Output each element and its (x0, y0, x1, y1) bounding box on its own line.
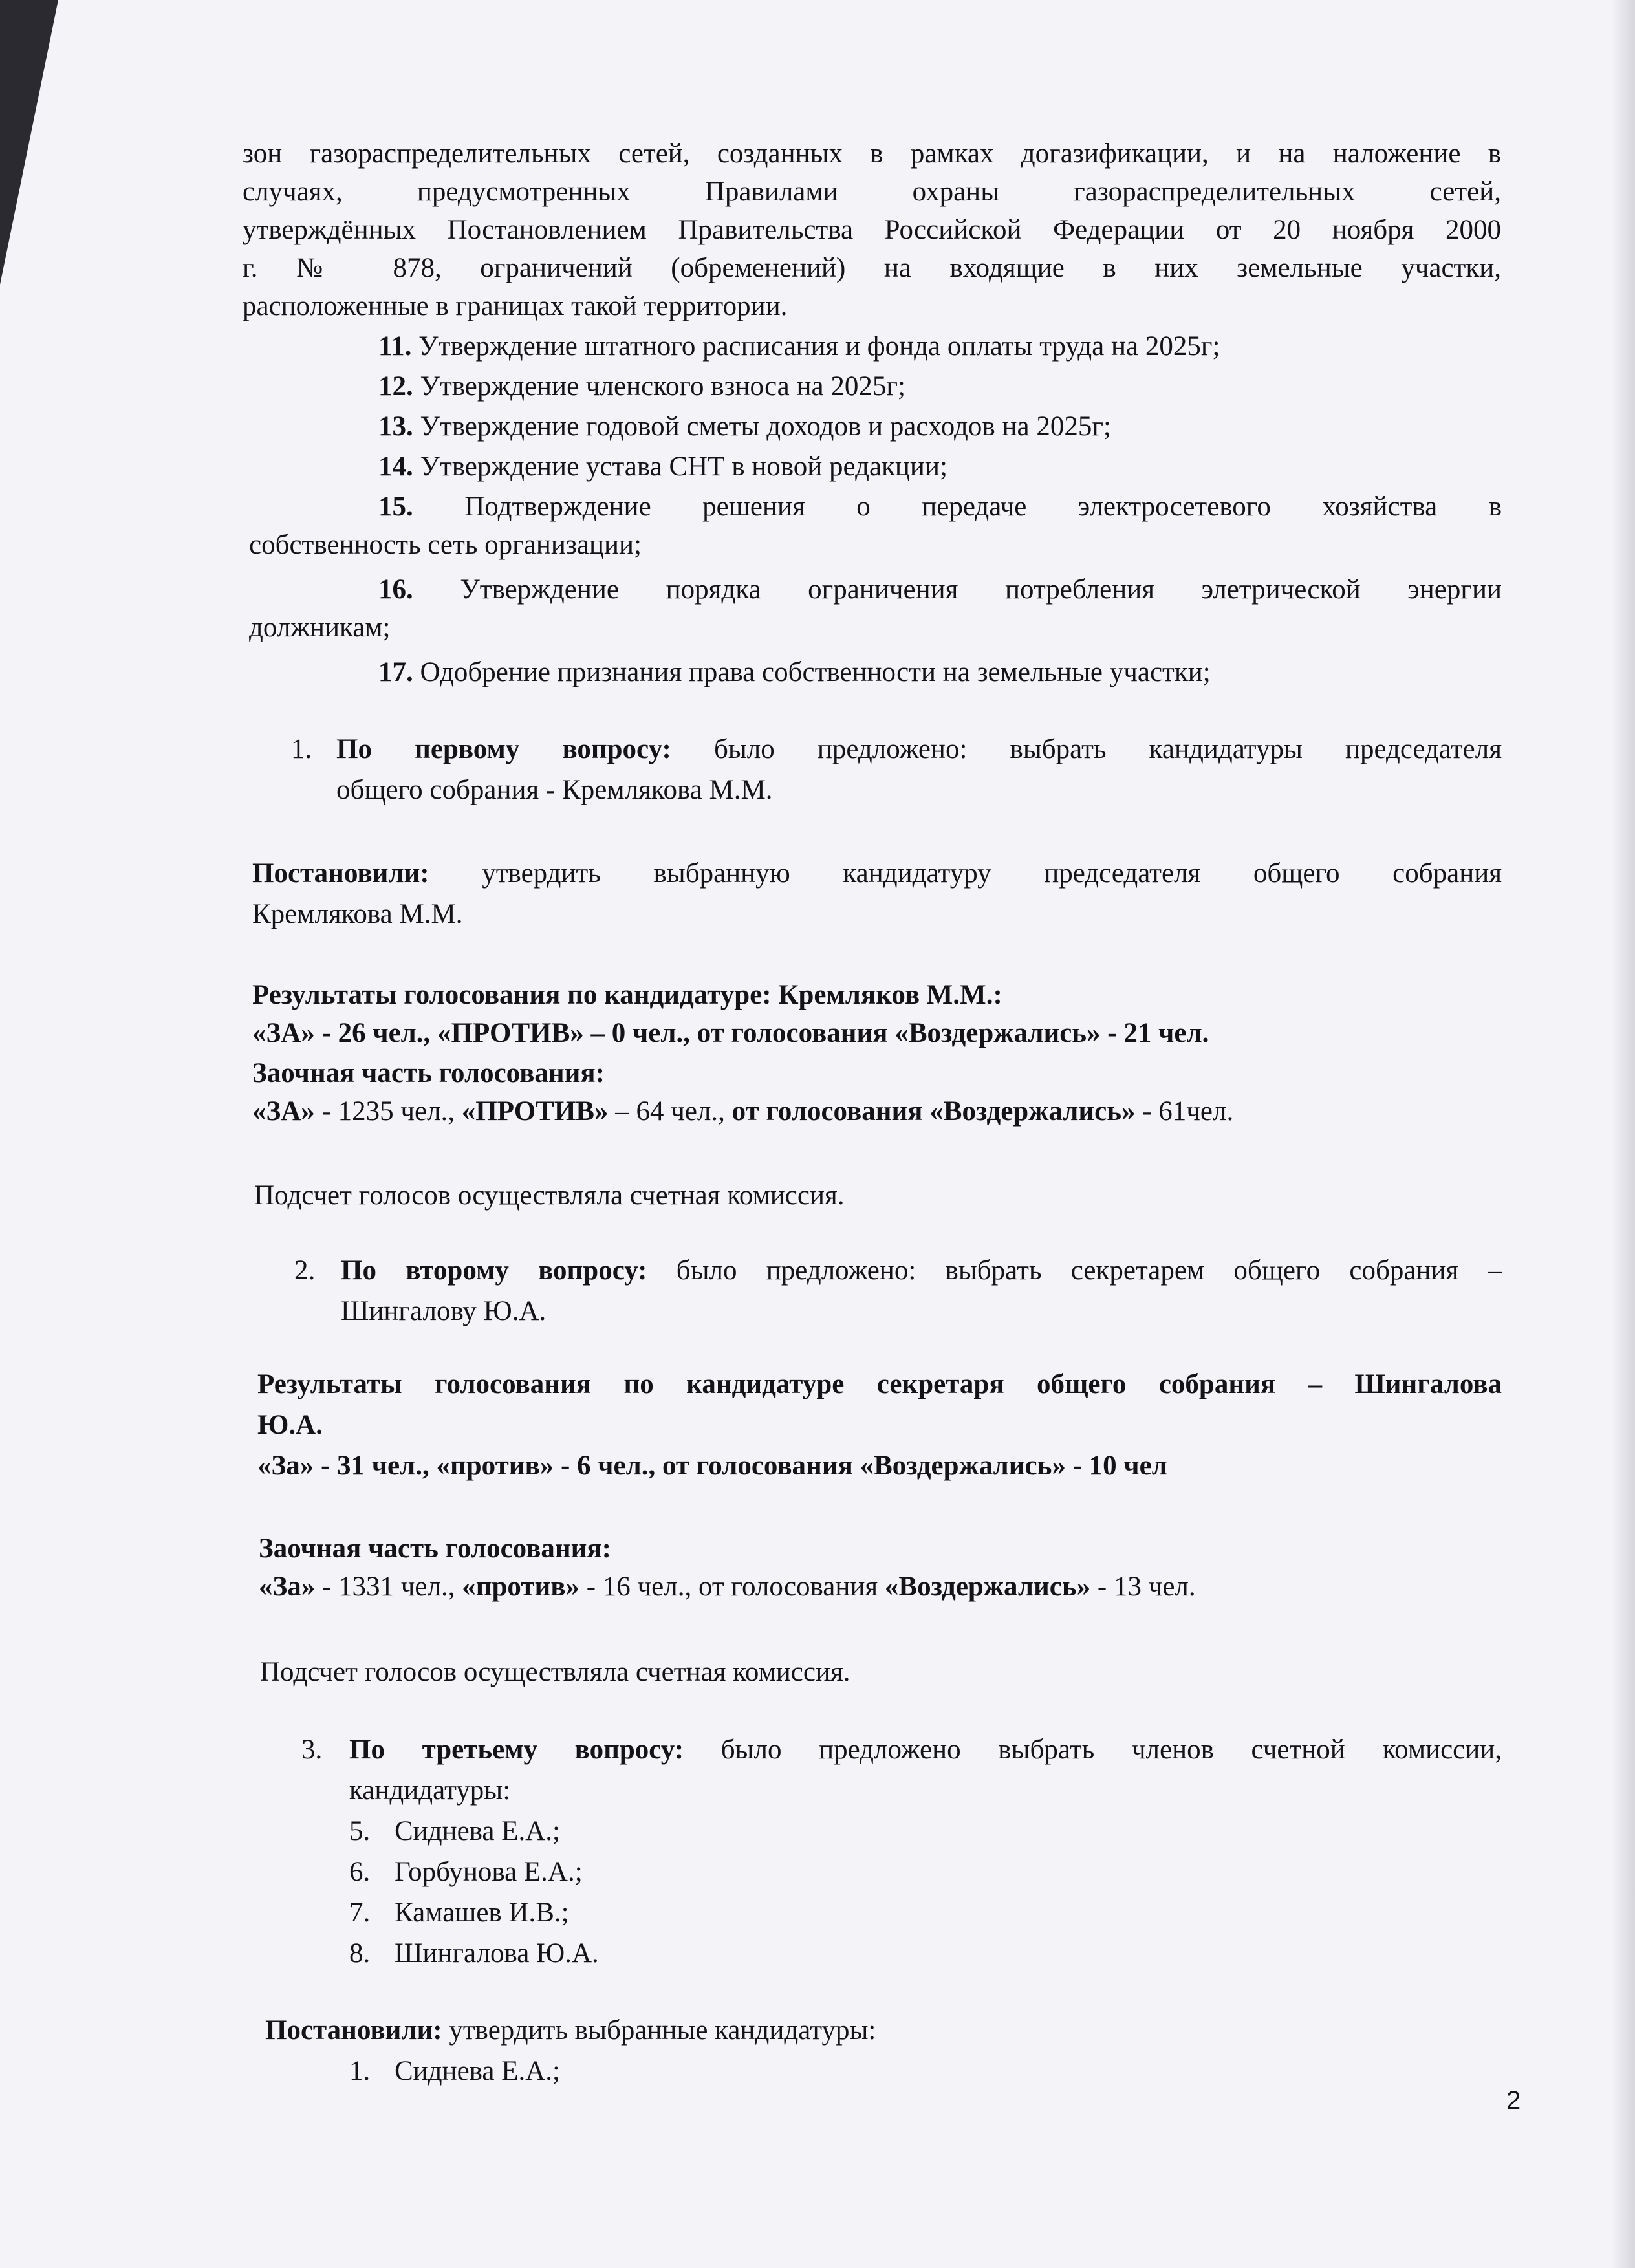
q1-count-note: Подсчет голосов осуществляла счетная комиссия. (254, 1180, 845, 1211)
q3-decided-label: Постановили: (265, 2015, 442, 2046)
agenda-item-number: 12. (378, 371, 413, 402)
q2-text: было предложено: выбрать секретарем общего собрания – (676, 1255, 1502, 1286)
q2-line-2: Шингалову Ю.А. (341, 1296, 547, 1326)
intro-line-4: г. № 878, ограничений (обременений) на входящие в них земельные участки, (243, 253, 1501, 283)
q1-abs-against-label: «ПРОТИВ» (461, 1096, 609, 1127)
agenda-item-text: Утверждение устава СНТ в новой редакции; (420, 451, 947, 482)
agenda-item-12 (378, 370, 905, 404)
agenda-item-number: 13. (378, 411, 413, 442)
q2-lead: По второму вопросу: (341, 1255, 647, 1286)
q3-line-2: кандидатуры: (349, 1775, 511, 1806)
q1-results-title: Результаты голосования по кандидатуре: Кремляков М.М.: (252, 980, 1002, 1010)
q1-number: 1. (291, 734, 312, 764)
agenda-item-17 (378, 656, 1211, 689)
q2-absentee-results (259, 1570, 1196, 1604)
agenda-item-text: Утверждение членского взноса на 2025г; (420, 371, 905, 402)
agenda-item-15 (378, 490, 1502, 524)
agenda-item-15-cont: собственность сеть организации; (249, 530, 642, 560)
q1-absentee-results (252, 1095, 1233, 1129)
page-number: 2 (1506, 2086, 1521, 2115)
agenda-item-text: Утверждение штатного расписания и фонда оплаты труда на 2025г; (418, 331, 1220, 362)
agenda-item-number: 14. (378, 451, 413, 482)
q3-candidate-number: 5. (349, 1816, 371, 1846)
q1-abs-abstain-value: - 61чел. (1135, 1096, 1234, 1127)
q3-candidate (349, 1896, 569, 1930)
q1-abs-for-value: - 1235 чел., (314, 1096, 462, 1127)
q2-number: 2. (294, 1255, 316, 1286)
q1-decided-label: Постановили: (252, 858, 429, 889)
q3-number: 3. (301, 1734, 323, 1765)
q2-abs-abstain-label: «Воздержались» (884, 1571, 1091, 1602)
intro-line-1: зон газораспределительных сетей, созданных в рамках догазификации, и на наложение в (243, 138, 1501, 169)
q1-abs-for-label: «ЗА» (252, 1096, 315, 1127)
q3-candidate-number: 6. (349, 1857, 371, 1887)
q2-abs-for-label: «За» (259, 1571, 316, 1602)
q1-results-line: «ЗА» - 26 чел., «ПРОТИВ» – 0 чел., от голосования «Воздержались» - 21 чел. (252, 1018, 1209, 1048)
agenda-item-number: 16. (378, 574, 413, 605)
q3-decided-text: утвердить выбранные кандидатуры: (442, 2015, 876, 2046)
agenda-item-16 (378, 573, 1502, 607)
q2-line-1 (341, 1254, 1502, 1288)
q1-abs-against-value: – 64 чел., (608, 1096, 732, 1127)
agenda-item-number: 15. (378, 491, 413, 522)
q3-approved-name: Сиднева Е.А.; (395, 2056, 561, 2086)
q3-candidate-number: 8. (349, 1938, 371, 1969)
q3-text: было предложено выбрать членов счетной комиссии, (720, 1734, 1502, 1765)
q2-abs-for-value: - 1331 чел., (315, 1571, 462, 1602)
q3-decided (265, 2014, 876, 2047)
q3-candidate (349, 1815, 560, 1848)
q3-candidate-name: Горбунова Е.А.; (395, 1857, 583, 1887)
q1-line-1 (336, 733, 1502, 766)
q3-line-1 (349, 1733, 1502, 1767)
q2-count-note: Подсчет голосов осуществляла счетная комиссия. (260, 1657, 850, 1687)
q2-results-line-1: Результаты голосования по кандидатуре секретаря общего собрания – Шингалова (257, 1369, 1502, 1399)
q2-results-line-2: Ю.А. (257, 1410, 323, 1440)
q1-decided-line-2: Кремлякова М.М. (252, 899, 463, 929)
q1-absentee-title: Заочная часть голосования: (252, 1058, 605, 1088)
q1-line-2: общего собрания - Кремлякова М.М. (336, 775, 773, 805)
agenda-item-13 (378, 410, 1111, 444)
q3-approved-number: 1. (349, 2056, 371, 2086)
q3-candidate-name: Сиднева Е.А.; (395, 1816, 561, 1846)
intro-line-2: случаях, предусмотренных Правилами охраны газораспределительных сетей, (243, 177, 1501, 207)
agenda-item-text: Утверждение порядка ограничения потребления элетрической энергии (460, 574, 1502, 605)
agenda-item-text: Утверждение годовой сметы доходов и расходов на 2025г; (420, 411, 1111, 442)
q1-text: было предложено: выбрать кандидатуры председателя (714, 734, 1502, 764)
intro-line-3: утверждённых Постановлением Правительства Российской Федерации от 20 ноября 2000 (243, 215, 1501, 245)
agenda-item-number: 11. (378, 331, 412, 362)
q3-candidate (349, 1855, 583, 1889)
agenda-item-text: Подтверждение решения о передаче электросетевого хозяйства в (464, 491, 1502, 522)
agenda-item-11 (378, 330, 1220, 363)
agenda-item-16-cont: должникам; (249, 612, 391, 643)
agenda-item-14 (378, 450, 947, 484)
q3-approved-item (349, 2055, 560, 2088)
q2-abs-against-label: «против» (462, 1571, 579, 1602)
agenda-item-number: 17. (378, 657, 413, 687)
q3-lead: По третьему вопросу: (349, 1734, 684, 1765)
intro-line-5: расположенные в границах такой территории. (243, 291, 788, 321)
q2-abs-against-value: - 16 чел., от голосования (579, 1571, 885, 1602)
q1-lead: По первому вопросу: (336, 734, 671, 764)
q3-candidate (349, 1937, 599, 1971)
agenda-item-text: Одобрение признания права собственности на земельные участки; (420, 657, 1211, 687)
q1-abs-abstain-label: от голосования «Воздержались» (731, 1096, 1136, 1127)
q3-candidate-number: 7. (349, 1897, 371, 1928)
q1-decided-text: утвердить выбранную кандидатуру председателя общего собрания (482, 858, 1502, 889)
q2-results-line: «За» - 31 чел., «против» - 6 чел., от голосования «Воздержались» - 10 чел (257, 1451, 1167, 1481)
q3-candidate-name: Шингалова Ю.А. (395, 1938, 599, 1969)
q2-absentee-title: Заочная часть голосования: (259, 1533, 611, 1564)
q3-candidate-name: Камашев И.В.; (395, 1897, 569, 1928)
q2-abs-abstain-value: - 13 чел. (1090, 1571, 1196, 1602)
q1-decided-line-1 (252, 857, 1502, 891)
